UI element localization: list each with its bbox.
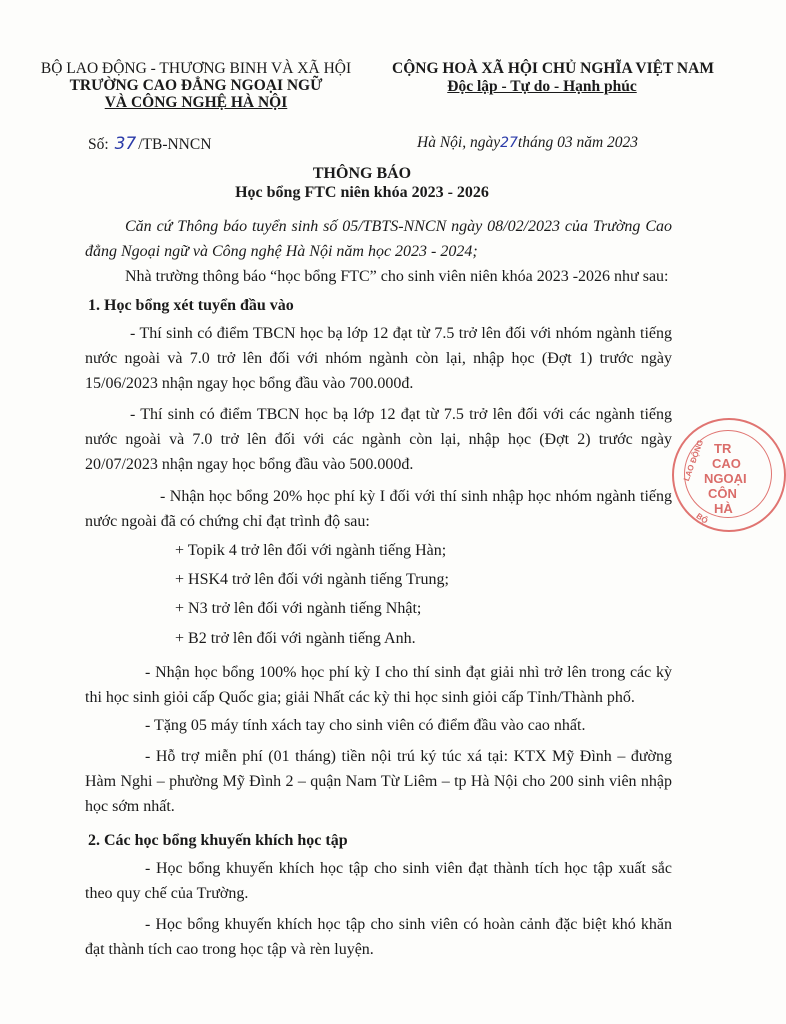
seal-text-line: CAO: [712, 456, 741, 471]
school-name-line2: VÀ CÔNG NGHỆ HÀ NỘI: [104, 94, 288, 111]
issuer-block: [40, 60, 352, 111]
issue-date-suffix: tháng 03 năm 2023: [517, 134, 639, 151]
official-seal: [672, 418, 786, 532]
ministry-name: BỘ LAO ĐỘNG - THƯƠNG BINH VÀ XÃ HỘI: [40, 60, 352, 77]
seal-ring-text: LAO ĐỘNG: [681, 438, 706, 483]
section-2-paragraph-1: - Học bổng khuyến khích học tập cho sinh viên đạt thành tích học tập xuất sắc theo quy chế của Trường.: [85, 860, 672, 902]
legal-basis: Căn cứ Thông báo tuyển sinh số 05/TBTS-NNCN ngày 08/02/2023 của Trường Cao đẳng Ngoại ngữ và Công nghệ Hà Nội năm học 2023 - 2024;: [85, 218, 672, 260]
country-name: CỘNG HOÀ XÃ HỘI CHỦ NGHĨA VIỆT NAM: [392, 60, 714, 77]
document-title: THÔNG BÁO: [312, 165, 412, 182]
national-header: [392, 60, 714, 96]
seal-text-line: HÀ: [714, 501, 733, 516]
list-item: + N3 trở lên đối với ngành tiếng Nhật;: [175, 600, 422, 617]
section-1-paragraph-1: - Thí sinh có điểm TBCN học bạ lớp 12 đạt từ 7.5 trở lên đối với nhóm ngành tiếng nước ngoài và 7.0 trở lên đối với nhóm ngành còn lại, nhập học (Đợt 1) trước ngày 15/06/2023 nhận ngay học bổng đầu vào 700.000đ.: [85, 325, 672, 392]
section-1-paragraph-3: - Nhận học bổng 20% học phí kỳ I đối với thí sinh nhập học nhóm ngành tiếng nước ngoài đã có chứng chỉ đạt trình độ sau:: [85, 488, 672, 530]
list-item: + HSK4 trở lên đối với ngành tiếng Trung;: [175, 571, 449, 588]
section-1-paragraph-2: - Thí sinh có điểm TBCN học bạ lớp 12 đạt từ 7.5 trở lên đối với các ngành tiếng nước ngoài và 7.0 trở lên đối với các ngành còn lại, nhập học (Đợt 2) trước ngày 20/07/2023 nhận ngay học bổng đầu vào 500.000đ.: [85, 406, 672, 473]
section-2-paragraph-2: - Học bổng khuyến khích học tập cho sinh viên có hoàn cảnh đặc biệt khó khăn đạt thành tích cao trong học tập và rèn luyện.: [85, 916, 672, 958]
document-number: [88, 134, 211, 154]
section-1-paragraph-6: - Hỗ trợ miễn phí (01 tháng) tiền nội trú ký túc xá tại: KTX Mỹ Đình – đường Hàm Nghi – phường Mỹ Đình 2 – quận Nam Từ Liêm – tp Hà Nội cho 200 sinh viên nhập học sớm nhất.: [85, 748, 672, 815]
seal-text-line: NGOẠI: [704, 471, 747, 486]
issue-date: [417, 134, 638, 152]
list-item: + B2 trở lên đối với ngành tiếng Anh.: [175, 630, 416, 647]
document-subtitle: Học bổng FTC niên khóa 2023 - 2026: [235, 184, 489, 201]
list-item: + Topik 4 trở lên đối với ngành tiếng Hàn;: [175, 542, 447, 559]
announcement-intro: Nhà trường thông báo “học bổng FTC” cho sinh viên niên khóa 2023 -2026 như sau:: [125, 268, 669, 285]
seal-text-line: TR: [714, 441, 732, 456]
issue-date-day: 27: [500, 135, 518, 151]
seal-text-line: CÔN: [708, 486, 737, 501]
section-1-paragraph-4: - Nhận học bổng 100% học phí kỳ I cho thí sinh đạt giải nhì trở lên trong các kỳ thi học sinh giỏi cấp Quốc gia; giải Nhất các kỳ thi học sinh giỏi cấp Tỉnh/Thành phố.: [85, 664, 672, 706]
document-number-label: Số:: [88, 136, 109, 153]
section-1-paragraph-5: - Tặng 05 máy tính xách tay cho sinh viên có điểm đầu vào cao nhất.: [145, 717, 586, 734]
school-name-line1: TRƯỜNG CAO ĐẲNG NGOẠI NGỮ: [69, 77, 323, 94]
document-number-handwritten: 37: [114, 134, 137, 154]
document-number-suffix: /TB-NNCN: [138, 136, 212, 153]
seal-ring-text: BỘ: [694, 511, 710, 526]
section-1-heading: 1. Học bổng xét tuyển đầu vào: [88, 297, 294, 314]
section-2-heading: 2. Các học bổng khuyến khích học tập: [88, 832, 348, 849]
national-motto: Độc lập - Tự do - Hạnh phúc: [447, 78, 637, 95]
issue-date-prefix: Hà Nội, ngày: [417, 134, 501, 151]
